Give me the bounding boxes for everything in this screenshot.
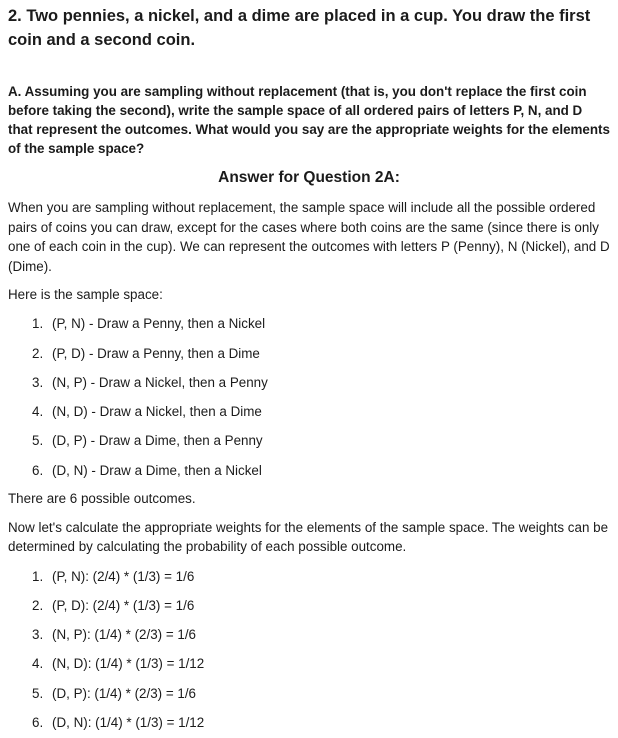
- list-item-text: (N, D): (1/4) * (1/3) = 1/12: [52, 656, 205, 672]
- list-item-text: (D, N) - Draw a Dime, then a Nickel: [52, 462, 262, 478]
- list-item: [32, 567, 610, 587]
- list-item-text: (N, D) - Draw a Nickel, then a Dime: [52, 404, 262, 420]
- list-item: [32, 402, 610, 422]
- list-item-number: 5.: [32, 685, 44, 701]
- list-item-number: 3.: [32, 374, 44, 390]
- list-item-text: (P, D): (2/4) * (1/3) = 1/6: [52, 597, 195, 613]
- list-item-number: 1.: [32, 568, 44, 584]
- list-item-number: 6.: [32, 715, 44, 731]
- list-item-text: (N, P) - Draw a Nickel, then a Penny: [52, 374, 268, 390]
- list-item-text: (D, P) - Draw a Dime, then a Penny: [52, 433, 263, 449]
- question-part-a: A. Assuming you are sampling without replacement (that is, you don't replace the first coin before taking the second), write the sample space of all ordered pairs of letters P, N, and D that represent the outcomes. What would you say are the appropriate weights for the elements of the sample space?: [8, 84, 610, 156]
- sample-space-list: [8, 314, 610, 480]
- list-item-number: 4.: [32, 656, 44, 672]
- answer-heading: Answer for Question 2A:: [218, 169, 400, 186]
- list-item-text: (P, D) - Draw a Penny, then a Dime: [52, 345, 260, 361]
- list-item-number: 3.: [32, 627, 44, 643]
- list-item: [32, 684, 610, 704]
- question-title: 2. Two pennies, a nickel, and a dime are placed in a cup. You draw the first coin and a second coin.: [8, 7, 591, 49]
- list-item: [32, 625, 610, 645]
- list-item-number: 2.: [32, 597, 44, 613]
- list-item-number: 1.: [32, 316, 44, 332]
- list-item: [32, 713, 610, 733]
- list-item: [32, 314, 610, 334]
- weights-list: [8, 567, 610, 733]
- list-item: [32, 373, 610, 393]
- list-item-text: (D, P): (1/4) * (2/3) = 1/6: [52, 685, 196, 701]
- list-item-text: (P, N) - Draw a Penny, then a Nickel: [52, 316, 266, 332]
- outcome-count: There are 6 possible outcomes.: [8, 491, 196, 507]
- list-item-text: (D, N): (1/4) * (1/3) = 1/12: [52, 715, 205, 731]
- list-item: [32, 654, 610, 674]
- list-item: [32, 431, 610, 451]
- list-item: [32, 461, 610, 481]
- list-item: [32, 344, 610, 364]
- weights-intro: Now let's calculate the appropriate weights for the elements of the sample space. The weights can be determined by calculating the probability of each possible outcome.: [8, 519, 609, 555]
- answer-intro: When you are sampling without replacement, the sample space will include all the possible ordered pairs of coins you can draw, except for the cases where both coins are the same (since there is only one of each coin in the cup). We can represent the outcomes with letters P (Penny), N (Nickel), and D (Dime).: [8, 200, 610, 274]
- list-item: [32, 596, 610, 616]
- list-item-text: (N, P): (1/4) * (2/3) = 1/6: [52, 627, 196, 643]
- sample-space-label: Here is the sample space:: [8, 287, 163, 302]
- list-item-number: 5.: [32, 433, 44, 449]
- list-item-number: 4.: [32, 404, 44, 420]
- list-item-number: 2.: [32, 345, 44, 361]
- list-item-text: (P, N): (2/4) * (1/3) = 1/6: [52, 568, 195, 584]
- list-item-number: 6.: [32, 462, 44, 478]
